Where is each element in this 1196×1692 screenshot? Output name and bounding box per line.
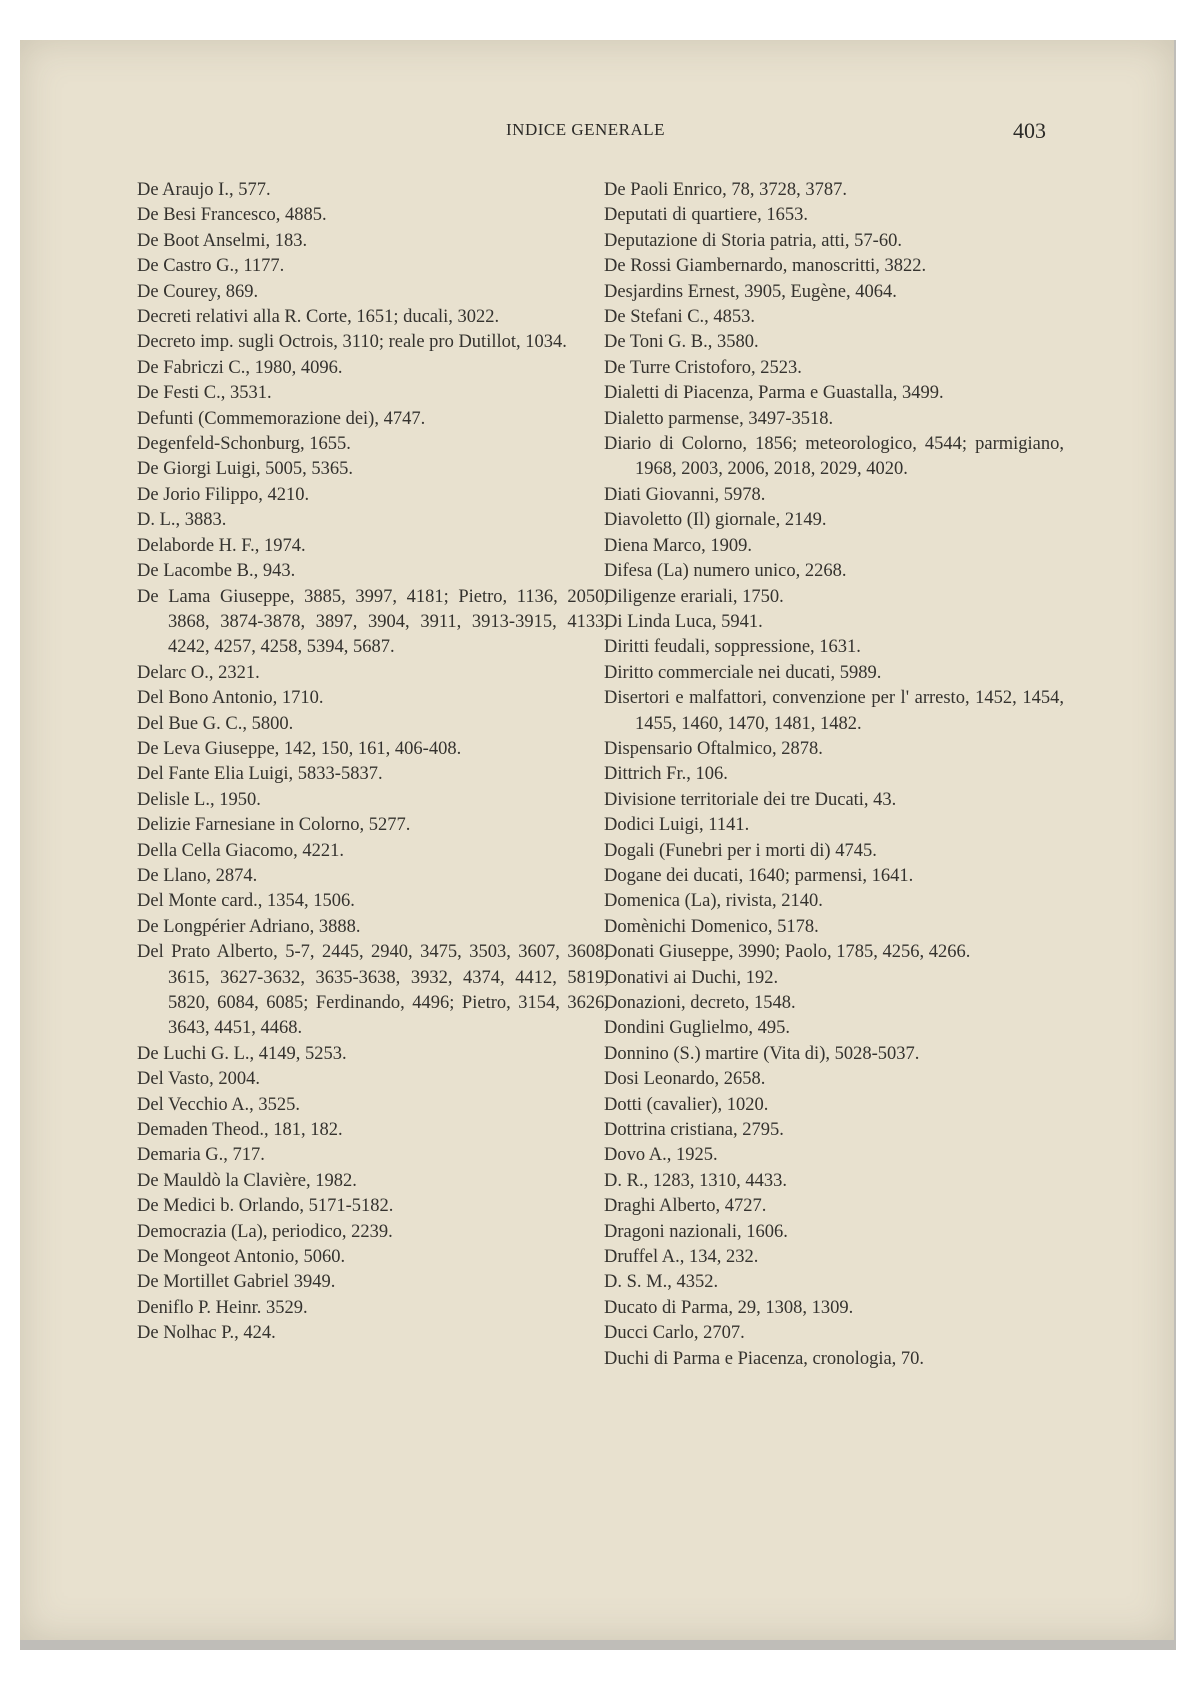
index-entry: Domènichi Domenico, 5178. xyxy=(604,916,819,937)
index-entry: Delaborde H. F., 1974. xyxy=(137,535,306,556)
book-page xyxy=(20,40,1174,1640)
index-entry: Decreti relativi alla R. Corte, 1651; ducali, 3022. xyxy=(137,307,500,328)
index-entry: Dotti (cavalier), 1020. xyxy=(604,1094,769,1115)
index-entry: De Mortillet Gabriel 3949. xyxy=(137,1272,336,1293)
index-entry: De Nolhac P., 424. xyxy=(137,1323,276,1344)
index-entry: Del Bono Antonio, 1710. xyxy=(137,688,324,709)
index-entry: Difesa (La) numero unico, 2268. xyxy=(604,561,847,582)
index-entry: De Castro G., 1177. xyxy=(137,256,285,277)
index-entry: Dialetto parmense, 3497-3518. xyxy=(604,408,834,429)
index-entry: Del Prato Alberto, 5-7, 2445, 2940, 3475, 3503, 3607, 3608, 3615, 3627-3632, 3635-3638, 3932, 4374, 4412, 5819, 5820, 6084, 6085; Ferdinando, 4496; Pietro, 3154, 3626, 3643, 4451, 4468. xyxy=(137,942,609,1039)
index-entry: Dondini Guglielmo, 495. xyxy=(604,1018,791,1039)
index-entry: De Boot Anselmi, 183. xyxy=(137,230,308,251)
index-entry: D. L., 3883. xyxy=(137,510,227,531)
index-entry: De Leva Giuseppe, 142, 150, 161, 406-408. xyxy=(137,738,462,759)
index-entry: Donati Giuseppe, 3990; Paolo, 1785, 4256, 4266. xyxy=(604,942,971,963)
index-entry: Diritti feudali, soppressione, 1631. xyxy=(604,637,861,658)
index-entry: De Besi Francesco, 4885. xyxy=(137,205,327,226)
index-entry: Divisione territoriale dei tre Ducati, 43. xyxy=(604,789,897,810)
index-entry: Diligenze erariali, 1750. xyxy=(604,586,784,607)
index-entry: Del Fante Elia Luigi, 5833-5837. xyxy=(137,764,383,785)
index-entry: Dosi Leonardo, 2658. xyxy=(604,1069,766,1090)
index-entry: De Courey, 869. xyxy=(137,281,259,302)
index-entry: De Fabriczi C., 1980, 4096. xyxy=(137,357,343,378)
index-entry: Diritto commerciale nei ducati, 5989. xyxy=(604,662,882,683)
index-entry: De Rossi Giambernardo, manoscritti, 3822. xyxy=(604,256,927,277)
index-entry: De Giorgi Luigi, 5005, 5365. xyxy=(137,459,353,480)
index-entry: Democrazia (La), periodico, 2239. xyxy=(137,1221,393,1242)
index-entry: Dottrina cristiana, 2795. xyxy=(604,1120,784,1141)
index-entry: De Luchi G. L., 4149, 5253. xyxy=(137,1043,347,1064)
index-entry: Del Bue G. C., 5800. xyxy=(137,713,294,734)
index-entry: Dogane dei ducati, 1640; parmensi, 1641. xyxy=(604,865,914,886)
index-entry: De Longpérier Adriano, 3888. xyxy=(137,916,361,937)
index-entry: Diati Giovanni, 5978. xyxy=(604,484,766,505)
index-entry: Donativi ai Duchi, 192. xyxy=(604,967,779,988)
index-entry: De Stefani C., 4853. xyxy=(604,307,756,328)
index-entry: Diario di Colorno, 1856; meteorologico, 4544; parmigiano, 1968, 2003, 2006, 2018, 2029, 4020. xyxy=(604,434,1064,480)
index-entry: Delarc O., 2321. xyxy=(137,662,260,683)
index-entry: Del Monte card., 1354, 1506. xyxy=(137,891,355,912)
index-entry: Dialetti di Piacenza, Parma e Guastalla, 3499. xyxy=(604,383,944,404)
index-entry: Decreto imp. sugli Octrois, 3110; reale pro Dutillot, 1034. xyxy=(137,332,567,353)
index-entry: Dovo A., 1925. xyxy=(604,1145,718,1166)
page-number: 403 xyxy=(1013,118,1046,143)
index-entry: Delizie Farnesiane in Colorno, 5277. xyxy=(137,815,411,836)
index-entry: Della Cella Giacomo, 4221. xyxy=(137,840,345,861)
index-entry: Donnino (S.) martire (Vita di), 5028-5037. xyxy=(604,1043,920,1064)
index-entry: Duchi di Parma e Piacenza, cronologia, 70. xyxy=(604,1348,925,1369)
index-entry: De Llano, 2874. xyxy=(137,865,258,886)
running-title: INDICE GENERALE xyxy=(506,120,666,139)
index-entry: Druffel A., 134, 232. xyxy=(604,1247,759,1268)
index-entry: Defunti (Commemorazione dei), 4747. xyxy=(137,408,426,429)
index-entry: Deputati di quartiere, 1653. xyxy=(604,205,808,226)
index-entry: Donazioni, decreto, 1548. xyxy=(604,993,796,1013)
index-entry: De Mauldò la Clavière, 1982. xyxy=(137,1170,357,1191)
index-entry: Dodici Luigi, 1141. xyxy=(604,815,750,836)
index-entry: Disertori e malfattori, convenzione per l' arresto, 1452, 1454, 1455, 1460, 1470, 1481, 1482. xyxy=(604,688,1064,734)
index-entry: D. S. M., 4352. xyxy=(604,1272,719,1293)
index-entry: De Mongeot Antonio, 5060. xyxy=(137,1247,346,1268)
index-entry: De Turre Cristoforo, 2523. xyxy=(604,357,802,378)
index-entry: Ducato di Parma, 29, 1308, 1309. xyxy=(604,1297,854,1318)
index-column-left xyxy=(137,178,609,1347)
index-entry: Desjardins Ernest, 3905, Eugène, 4064. xyxy=(604,281,897,302)
index-entry: Del Vasto, 2004. xyxy=(137,1069,260,1090)
index-entry: De Lacombe B., 943. xyxy=(137,561,296,582)
index-entry: De Jorio Filippo, 4210. xyxy=(137,484,310,505)
index-entry: De Medici b. Orlando, 5171-5182. xyxy=(137,1196,394,1217)
index-entry: Domenica (La), rivista, 2140. xyxy=(604,891,823,912)
index-entry: Dogali (Funebri per i morti di) 4745. xyxy=(604,840,877,861)
index-entry: Deniflo P. Heinr. 3529. xyxy=(137,1297,308,1318)
index-entry: De Lama Giuseppe, 3885, 3997, 4181; Pietro, 1136, 2050, 3868, 3874-3878, 3897, 3904, 3911, 3913-3915, 4133, 4242, 4257, 4258, 5394, 5687. xyxy=(137,586,609,658)
index-entry: De Festi C., 3531. xyxy=(137,383,272,404)
index-entry: Diena Marco, 1909. xyxy=(604,535,752,556)
index-entry: Di Linda Luca, 5941. xyxy=(604,611,763,632)
index-entry: De Toni G. B., 3580. xyxy=(604,332,759,353)
page-header xyxy=(20,120,1174,150)
index-entry: De Araujo I., 577. xyxy=(137,180,271,200)
index-entry: Ducci Carlo, 2707. xyxy=(604,1323,745,1344)
index-entry: Demaria G., 717. xyxy=(137,1145,265,1166)
index-entry: Deputazione di Storia patria, atti, 57-60. xyxy=(604,230,902,251)
index-entry: Del Vecchio A., 3525. xyxy=(137,1094,301,1115)
index-entry: Dittrich Fr., 106. xyxy=(604,764,728,785)
index-entry: Diavoletto (Il) giornale, 2149. xyxy=(604,510,827,531)
index-entry: Delisle L., 1950. xyxy=(137,789,261,810)
index-entry: Dragoni nazionali, 1606. xyxy=(604,1221,788,1242)
index-entry: De Paoli Enrico, 78, 3728, 3787. xyxy=(604,180,848,200)
index-entry: Degenfeld-Schonburg, 1655. xyxy=(137,434,351,455)
index-column-right xyxy=(604,178,1064,1372)
index-entry: Dispensario Oftalmico, 2878. xyxy=(604,738,823,759)
index-entry: Demaden Theod., 181, 182. xyxy=(137,1120,343,1141)
index-entry: D. R., 1283, 1310, 4433. xyxy=(604,1170,787,1191)
index-entry: Draghi Alberto, 4727. xyxy=(604,1196,767,1217)
